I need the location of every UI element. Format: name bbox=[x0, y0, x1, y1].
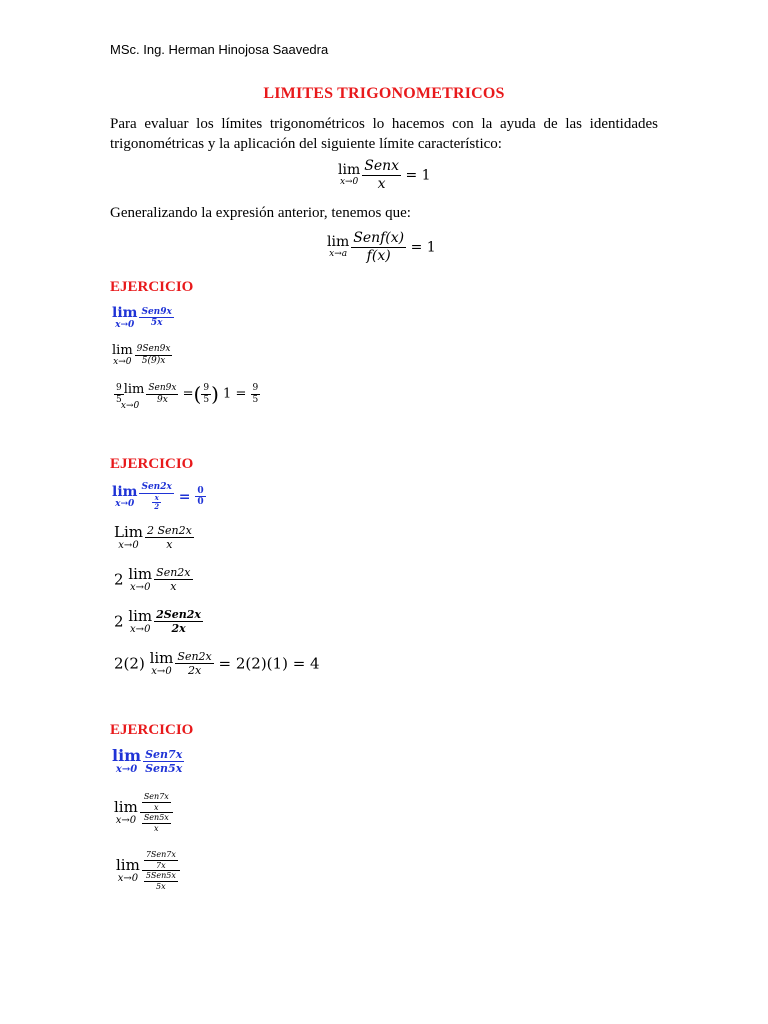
result-numerator: 9 bbox=[252, 382, 259, 393]
limit-value: 1 bbox=[421, 167, 431, 184]
fraction-numerator: Sen2x bbox=[177, 650, 212, 663]
lim-subscript: x→0 bbox=[118, 539, 139, 551]
lim-word: lim bbox=[128, 564, 153, 583]
lim-word: lim bbox=[112, 305, 138, 321]
lim-word: lim bbox=[149, 648, 174, 667]
paren-denominator: 5 bbox=[203, 394, 210, 405]
bottom-denominator: x bbox=[154, 823, 159, 833]
top-numerator: Sen7x bbox=[143, 792, 169, 801]
exercise-1-heading: EJERCICIO bbox=[110, 279, 194, 295]
ex1-line-1 bbox=[112, 306, 174, 330]
lim-subscript: x→0 bbox=[151, 665, 172, 677]
fraction-numerator: Sen2x bbox=[141, 482, 172, 492]
fraction-numerator: 9Sen9x bbox=[136, 344, 171, 355]
equals-sign: = bbox=[218, 654, 232, 673]
equals-sign: = bbox=[178, 488, 191, 505]
lim-word: lim bbox=[114, 797, 138, 816]
equals-sign: = bbox=[405, 167, 418, 184]
equals-sign: = bbox=[235, 386, 247, 402]
fraction-numerator: Sen2x bbox=[156, 566, 191, 579]
one-value: 1 bbox=[223, 386, 232, 402]
top-denominator: 7x bbox=[156, 860, 166, 870]
ex2-line-1 bbox=[112, 482, 206, 512]
ex1-line-3: $\frac{9}{5}$ lim x→0 $\frac{\text{Sen9x}}{9x}$ =( $\frac{9}{5}$ ) 1 = $\frac{9}{5}$ bbox=[116, 381, 259, 412]
fraction-denominator: Sen5x bbox=[145, 762, 183, 776]
lim-subscript: x→0 bbox=[120, 401, 140, 412]
fraction-denominator: 2x bbox=[171, 622, 186, 636]
document-title: LIMITES TRIGONOMETRICOS bbox=[263, 85, 505, 102]
result-denominator: 0 bbox=[197, 497, 204, 508]
bottom-numerator: Sen5x bbox=[143, 813, 169, 823]
fraction-denominator: f(x) bbox=[366, 247, 391, 264]
equals-sign: = bbox=[182, 386, 194, 402]
bottom-numerator: 5Sen5x bbox=[145, 871, 176, 881]
limit-value: 1 bbox=[426, 239, 436, 256]
fraction-numerator: Sen7x bbox=[145, 748, 183, 761]
result-denominator: 5 bbox=[252, 394, 259, 405]
fraction-numerator: 2 Sen2x bbox=[146, 524, 192, 537]
coefficient: 2 bbox=[114, 570, 124, 589]
lim-subscript: x→0 bbox=[130, 623, 151, 635]
bottom-denominator: 5x bbox=[156, 881, 166, 891]
coef-denominator: 5 bbox=[116, 394, 122, 405]
fraction-denominator: 9x bbox=[157, 394, 168, 405]
fraction-numerator: Sen9x bbox=[148, 382, 177, 393]
ex3-line-2 bbox=[114, 792, 173, 833]
lim-subscript: x→0 bbox=[117, 872, 139, 884]
fraction-denominator: x bbox=[170, 580, 177, 594]
fraction-numerator: Sen9x bbox=[141, 306, 172, 317]
fraction-numerator: 2Sen2x bbox=[156, 608, 201, 621]
fraction-denominator: 2x bbox=[187, 664, 202, 678]
fraction-numerator: Senf(x) bbox=[353, 230, 405, 246]
exercise-2-heading: EJERCICIO bbox=[110, 456, 194, 472]
lim-subscript: x→0 bbox=[130, 581, 151, 593]
top-denominator: x bbox=[154, 802, 159, 812]
lim-word: lim bbox=[123, 381, 145, 397]
lim-subscript: x→0 bbox=[115, 814, 137, 826]
ex3-line-1 bbox=[112, 748, 184, 775]
lim-word: Lim bbox=[114, 522, 143, 541]
lim-subscript: x→0 bbox=[115, 764, 138, 776]
lim-word: lim bbox=[112, 746, 142, 766]
ex1-line-2 bbox=[112, 344, 172, 367]
ex2-line-3 bbox=[114, 566, 193, 593]
ex2-line-2 bbox=[114, 524, 194, 551]
lim-word: lim bbox=[338, 162, 361, 179]
fraction-numerator: Senx bbox=[364, 158, 400, 174]
lim-subscript: x→0 bbox=[339, 177, 359, 188]
ex3-line-3 bbox=[116, 850, 180, 891]
fraction-denominator: 5(9)x bbox=[141, 355, 166, 366]
fraction-denominator: x bbox=[166, 538, 173, 552]
equals-sign: = bbox=[410, 239, 423, 256]
lim-word: lim bbox=[128, 606, 153, 625]
generalize-text: Generalizando la expresión anterior, tenemos que: bbox=[110, 205, 411, 221]
paren-numerator: 9 bbox=[203, 382, 210, 393]
inner-denominator: 2 bbox=[154, 502, 160, 512]
characteristic-limit bbox=[338, 158, 431, 193]
result-numerator: 0 bbox=[197, 485, 204, 496]
top-numerator: 7Sen7x bbox=[145, 850, 176, 859]
lim-subscript: x→0 bbox=[115, 498, 135, 509]
inner-numerator: x bbox=[152, 494, 161, 503]
intro-paragraph: Para evaluar los límites trigonométricos lo hacemos con la ayuda de las identidades trigonométricas y la aplicación del siguiente límite característico: bbox=[110, 116, 658, 152]
coefficient: 2 bbox=[114, 612, 124, 631]
lim-word: lim bbox=[116, 855, 140, 874]
ex2-line-5 bbox=[114, 650, 320, 677]
lim-word: lim bbox=[112, 483, 138, 500]
author-header: MSc. Ing. Herman Hinojosa Saavedra bbox=[110, 42, 329, 57]
lim-word: lim bbox=[327, 234, 350, 251]
lim-subscript: x→0 bbox=[115, 319, 135, 330]
fraction-denominator: x bbox=[377, 175, 386, 192]
coef-numerator: 9 bbox=[116, 382, 122, 393]
lim-word: lim bbox=[112, 343, 133, 358]
exercise-3-heading: EJERCICIO bbox=[110, 722, 194, 738]
generalized-limit bbox=[327, 230, 436, 265]
lim-subscript: x→0 bbox=[113, 356, 132, 367]
result-expression: 2(2)(1) = 4 bbox=[235, 654, 320, 673]
coefficient: 2(2) bbox=[114, 654, 145, 673]
lim-subscript: x→a bbox=[329, 249, 348, 260]
fraction-denominator: 5x bbox=[150, 318, 163, 329]
ex2-line-4 bbox=[114, 608, 203, 635]
